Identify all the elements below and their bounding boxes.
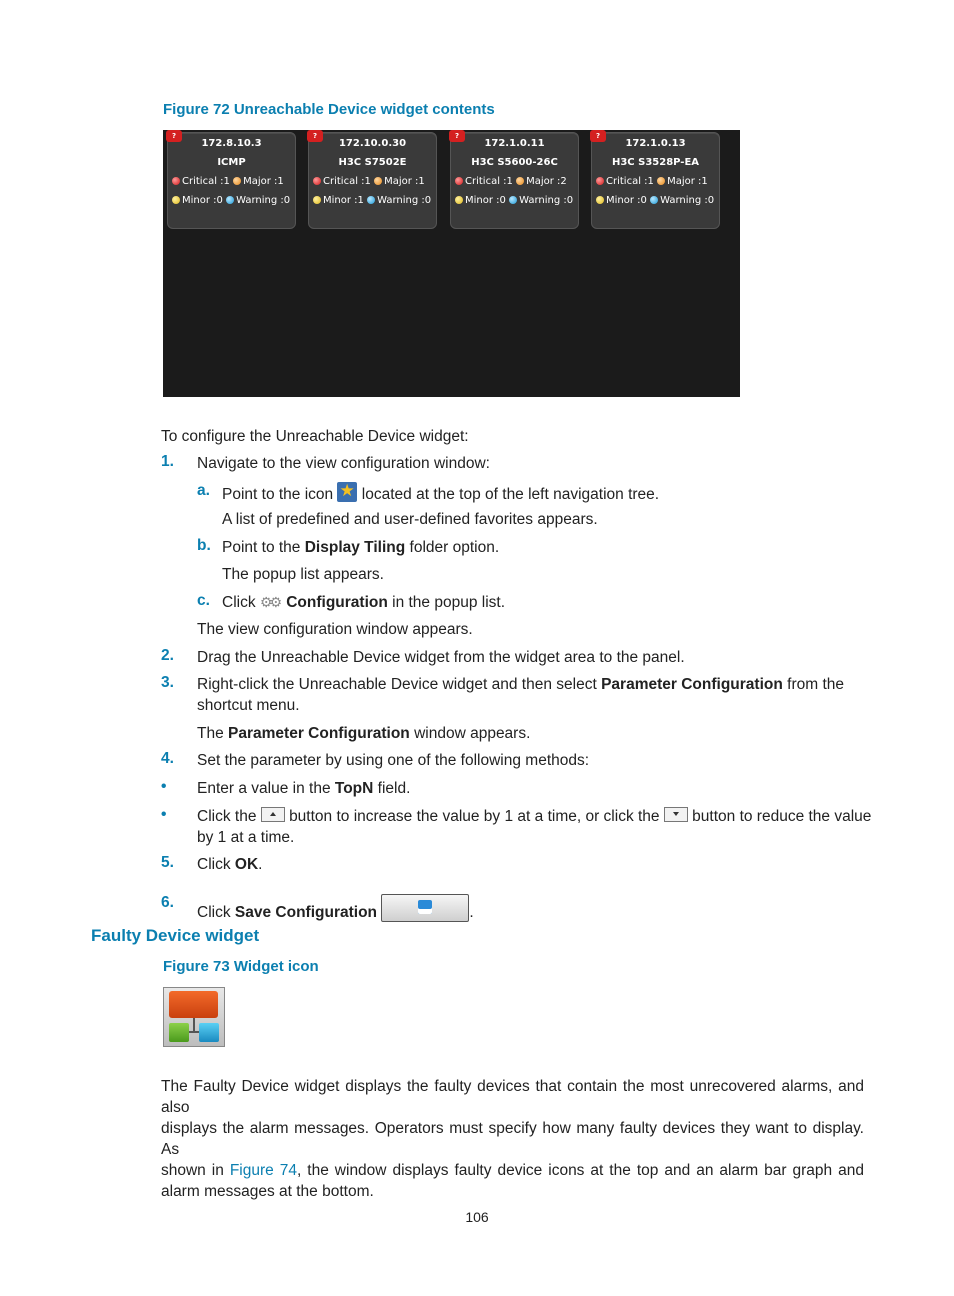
warning-dot-icon: [226, 196, 234, 204]
minor-dot-icon: [313, 196, 321, 204]
step-number: 6.: [161, 894, 174, 911]
step-number: 5.: [161, 854, 174, 871]
step-note: The view configuration window appears.: [197, 621, 473, 638]
minor-dot-icon: [596, 196, 604, 204]
step-text: Right-click the Unreachable Device widget and then select Parameter Configuration from the: [197, 676, 844, 693]
device-card: [591, 132, 720, 229]
step-number: 2.: [161, 647, 174, 664]
major-dot-icon: [516, 177, 524, 185]
decrease-arrow-icon: [664, 807, 688, 822]
minor-dot-icon: [455, 196, 463, 204]
device-ip: 172.8.10.3: [201, 138, 262, 149]
warning-count: Warning :0: [519, 195, 574, 206]
step-number: 1.: [161, 453, 174, 470]
substep-letter: b.: [197, 537, 211, 554]
critical-dot-icon: [596, 177, 604, 185]
bullet-text-continued: by 1 at a time.: [197, 829, 295, 846]
warning-count: Warning :0: [236, 195, 291, 206]
major-count: Major :1: [384, 176, 425, 187]
critical-count: Critical :1: [323, 176, 371, 187]
device-card: [308, 132, 437, 229]
major-count: Major :1: [243, 176, 284, 187]
substep-letter: c.: [197, 592, 210, 609]
bullet-text: Click the button to increase the value by 1 at a time, or click the button to reduce the value: [197, 808, 872, 825]
substep-letter: a.: [197, 482, 210, 499]
step-text: Set the parameter by using one of the following methods:: [197, 752, 590, 769]
alert-badge-icon: ?: [307, 130, 323, 142]
section-heading: Faulty Device widget: [91, 926, 260, 945]
warning-dot-icon: [509, 196, 517, 204]
warning-count: Warning :0: [377, 195, 432, 206]
step-text-continued: shortcut menu.: [197, 697, 300, 714]
substep-text: Point to the Display Tiling folder option.: [222, 539, 500, 556]
page-number: 106: [465, 1209, 489, 1225]
minor-count: Minor :0: [606, 195, 647, 206]
substep-note: The popup list appears.: [222, 566, 384, 583]
warning-dot-icon: [367, 196, 375, 204]
critical-count: Critical :1: [606, 176, 654, 187]
critical-dot-icon: [313, 177, 321, 185]
unreachable-device-widget: [163, 130, 740, 397]
substep-text: Point to the icon ★ located at the top of the left navigation tree.: [222, 482, 659, 505]
critical-dot-icon: [172, 177, 180, 185]
device-card: [450, 132, 579, 229]
figure-74-link[interactable]: Figure 74: [229, 1162, 297, 1179]
minor-count: Minor :0: [182, 195, 223, 206]
increase-arrow-icon: [261, 807, 285, 822]
device-ip: 172.1.0.11: [484, 138, 545, 149]
alert-badge-icon: ?: [166, 130, 182, 142]
save-configuration-icon: [381, 894, 469, 922]
device-name: H3C S7502E: [338, 157, 407, 168]
faulty-device-widget-icon: [163, 987, 225, 1047]
substep-text: Click ⚙⚙ Configuration in the popup list.: [222, 594, 506, 611]
bullet: •: [161, 806, 167, 823]
step-number: 3.: [161, 674, 174, 691]
description-paragraph: The Faulty Device widget displays the faulty devices that contain the most unrecovered alarms, and also displays the alarm messages. Operators must specify how many faulty devices they want to display. As shown in Figure 74, the window displays faulty device icons at the top and an alarm bar graph and alarm messages at the bottom.: [161, 1078, 865, 1200]
minor-count: Minor :0: [465, 195, 506, 206]
step-number: 4.: [161, 750, 174, 767]
critical-count: Critical :1: [182, 176, 230, 187]
minor-dot-icon: [172, 196, 180, 204]
bullet-text: Enter a value in the TopN field.: [197, 780, 411, 797]
alert-badge-icon: ?: [449, 130, 465, 142]
device-ip: 172.1.0.13: [625, 138, 686, 149]
step-text: Click OK.: [197, 856, 263, 873]
major-dot-icon: [233, 177, 241, 185]
alert-badge-icon: ?: [590, 130, 606, 142]
major-count: Major :1: [667, 176, 708, 187]
critical-dot-icon: [455, 177, 463, 185]
warning-dot-icon: [650, 196, 658, 204]
major-dot-icon: [374, 177, 382, 185]
warning-count: Warning :0: [660, 195, 715, 206]
gear-icon: ⚙⚙: [259, 594, 280, 610]
figure-72-caption: Figure 72 Unreachable Device widget contents: [163, 101, 495, 118]
device-card: [167, 132, 296, 229]
step-text: Navigate to the view configuration window:: [197, 455, 490, 472]
favorites-star-icon: [337, 482, 357, 502]
minor-count: Minor :1: [323, 195, 364, 206]
step-note: The Parameter Configuration window appears.: [197, 725, 531, 742]
device-name: ICMP: [217, 157, 246, 168]
device-name: H3C S3528P-EA: [611, 157, 700, 168]
figure-73-caption: Figure 73 Widget icon: [163, 958, 319, 975]
major-dot-icon: [657, 177, 665, 185]
substep-note: A list of predefined and user-defined favorites appears.: [222, 511, 598, 528]
step-text: Drag the Unreachable Device widget from the widget area to the panel.: [197, 649, 685, 666]
bullet: •: [161, 778, 167, 795]
device-name: H3C S5600-26C: [471, 157, 558, 168]
step-text: Click Save Configuration .: [197, 894, 474, 923]
intro-text: To configure the Unreachable Device widget:: [161, 428, 469, 445]
device-ip: 172.10.0.30: [338, 138, 407, 149]
critical-count: Critical :1: [465, 176, 513, 187]
major-count: Major :2: [526, 176, 567, 187]
